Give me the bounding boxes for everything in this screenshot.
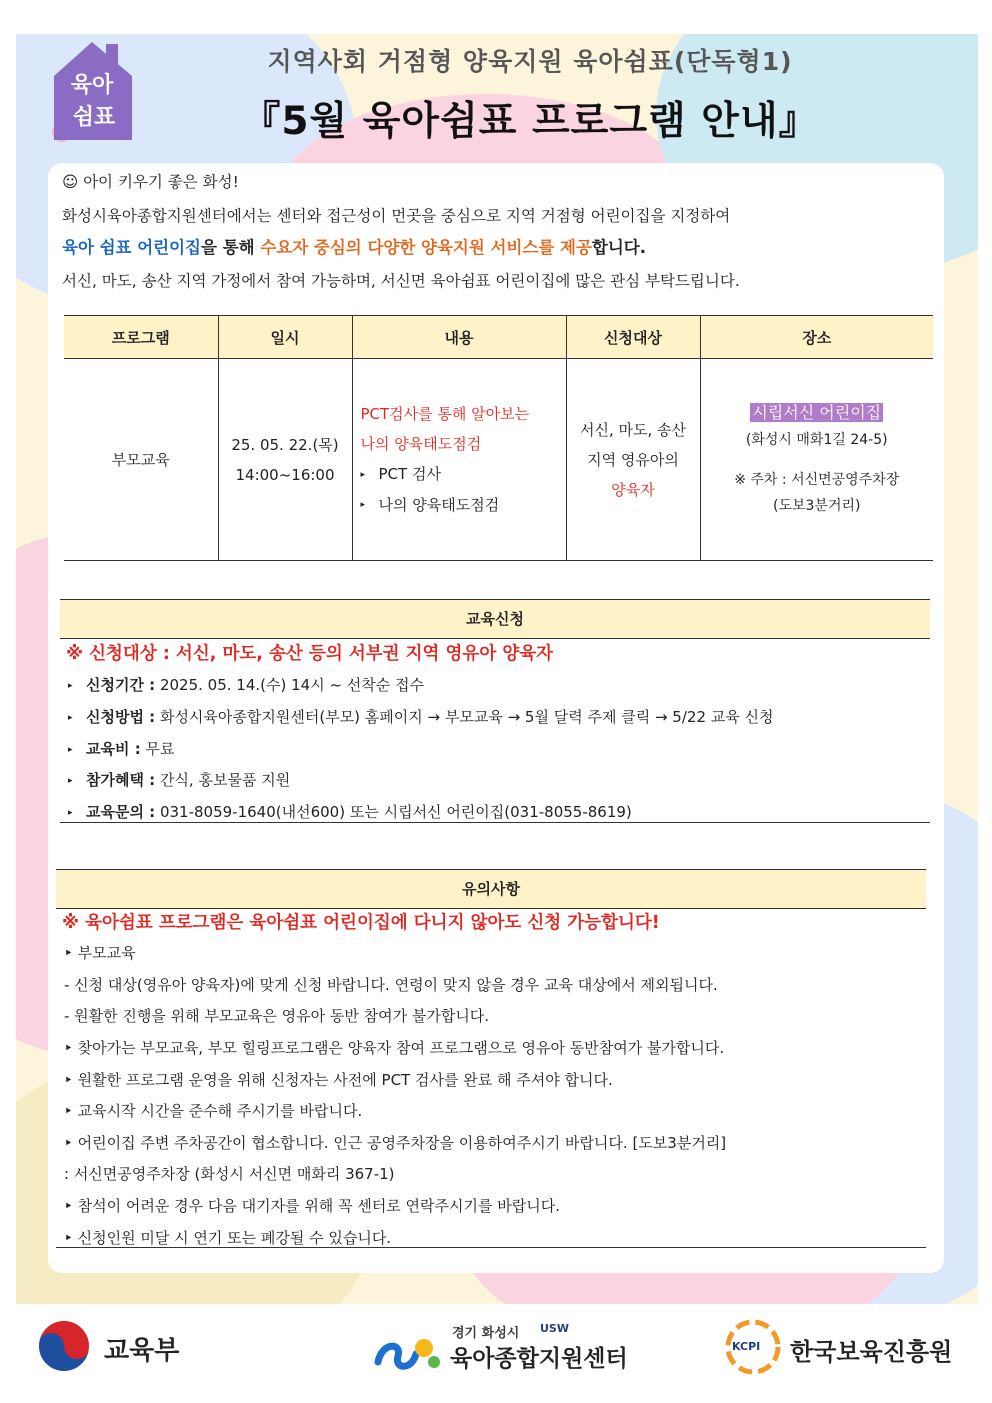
th-place: 장소 [700, 316, 933, 359]
program-table [64, 315, 933, 561]
bullet-icon: ▸ [68, 712, 73, 723]
usw-label: USW [540, 1322, 569, 1335]
intro-connector: 을 통해 [201, 238, 261, 257]
th-date: 일시 [218, 316, 352, 359]
cell-target [566, 359, 700, 561]
notes-line: ‣ 찾아가는 부모교육, 부모 힐링프로그램은 양육자 참여 프로그램으로 영유아 동반참여가 불가합니다. [64, 1039, 725, 1057]
notes-line: ‣ 신청인원 미달 시 연기 또는 폐강될 수 있습니다. [64, 1229, 392, 1247]
notes-line: : 서신면공영주차장 (화성시 서신면 매화리 367-1) [64, 1165, 395, 1183]
place-name: 시립서신 어린이집 [752, 403, 882, 422]
content-item [361, 490, 565, 521]
apply-item-label: 신청방법 : [86, 708, 156, 726]
content-title-2: 나의 양육태도점검 [360, 435, 482, 453]
target-line-2: 지역 영유아의 [587, 450, 679, 469]
notes-heading: 유의사항 [56, 869, 926, 909]
cell-place [700, 359, 933, 561]
cell-datetime [218, 359, 352, 561]
page-title: 『5월 육아쉼표 프로그램 안내』 [241, 99, 819, 144]
notes-line: ‣ 참석이 어려운 경우 다음 대기자를 위해 꼭 센터로 연락주시기를 바랍니다. [64, 1197, 560, 1215]
logo-text-bottom: 쉼표 [72, 105, 116, 130]
bullet-icon: ▸ [68, 807, 73, 818]
notes-red-line: ※ 육아쉼표 프로그램은 육아쉼표 어린이집에 다니지 않아도 신청 가능합니다! [62, 913, 660, 933]
moe-logo [34, 1312, 214, 1382]
moe-label: 교육부 [104, 1336, 180, 1366]
bullet-icon: ▸ [360, 500, 366, 510]
notes-line: - 신청 대상(영유아 양육자)에 맞게 신청 바랍니다. 연령이 맞지 않을 경우 교육 대상에서 제외됩니다. [64, 976, 718, 994]
kcpi-badge: KCPI [732, 1340, 761, 1353]
notes-divider [56, 1247, 926, 1248]
intro-greeting: ☺ 아이 키우기 좋은 화성! [62, 173, 239, 191]
notes-line: ‣ 어린이집 주변 주차공간이 협소합니다. 인근 공영주차장을 이용하여주시기 바랍니다. [도보3분거리] [64, 1134, 727, 1152]
content-item [361, 459, 565, 490]
content-item-label: PCT 검사 [378, 465, 441, 483]
target-line-1: 서신, 마도, 송산 [579, 420, 686, 439]
apply-target-line: ※ 신청대상 : 서신, 마도, 송산 등의 서부권 지역 영유아 양육자 [66, 644, 554, 664]
notes-line: ‣ 교육시작 시간을 준수해 주시기를 바랍니다. [64, 1102, 363, 1120]
apply-item [68, 706, 774, 727]
content-item-label: 나의 양육태도점검 [378, 495, 500, 514]
content-title-1: PCT검사를 통해 알아보는 [360, 405, 530, 423]
th-program: 프로그램 [64, 316, 218, 359]
apply-item [68, 801, 632, 822]
notes-line: - 원활한 진행을 위해 부모교육은 영유아 동반 참여가 불가합니다. [64, 1007, 490, 1025]
apply-item-label: 교육문의 : [86, 803, 156, 821]
center-name: 육아종합지원센터 [450, 1346, 628, 1372]
bullet-icon: ▸ [68, 680, 73, 691]
apply-divider [60, 822, 930, 823]
th-content: 내용 [352, 316, 566, 359]
apply-item [68, 738, 174, 759]
page-subtitle: 지역사회 거점형 양육지원 육아쉼표(단독형1) [267, 47, 793, 76]
cell-content [352, 359, 566, 561]
apply-item-label: 신청기간 : [86, 676, 156, 694]
intro-line-4: 서신, 마도, 송산 지역 가정에서 참여 가능하며, 서신면 육아쉼표 어린이집에 많은 관심 부탁드립니다. [62, 272, 740, 290]
cell-time: 14:00~16:00 [235, 465, 335, 484]
bullet-icon: ▸ [68, 744, 73, 755]
place-address: (화성시 매화1길 24-5) [745, 432, 888, 448]
kcpi-name: 한국보육진흥원 [790, 1338, 953, 1366]
apply-item-label: 참가혜택 : [86, 771, 156, 789]
intro-line-3 [62, 238, 922, 258]
kcpi-logo [722, 1312, 962, 1382]
apply-item-value: 화성시육아종합지원센터(부모) 홈페이지 → 부모교육 → 5월 달력 주제 클릭 → 5/22 교육 신청 [155, 708, 774, 726]
bullet-icon: ▸ [68, 775, 73, 786]
bullet-icon: ▸ [360, 469, 366, 480]
target-line-3: 양육자 [611, 480, 655, 499]
intro-line-2: 화성시육아종합지원센터에서는 센터와 접근성이 먼곳을 중심으로 지역 거점형 어린이집을 지정하여 [62, 207, 731, 225]
cell-program: 부모교육 [64, 359, 218, 561]
center-swirl-icon [372, 1326, 442, 1376]
parking-distance: (도보3분거리) [773, 498, 861, 514]
apply-item-label: 교육비 : [86, 740, 141, 758]
apply-item-value: 무료 [140, 740, 175, 758]
intro-highlight-blue: 육아 쉼표 어린이집 [62, 238, 202, 257]
apply-heading: 교육신청 [60, 599, 930, 639]
intro-ending: 합니다. [591, 238, 646, 257]
notes-line: ‣ 부모교육 [64, 944, 136, 962]
yukashimpyo-logo [40, 36, 146, 148]
apply-item-value: 2025. 05. 14.(수) 14시 ~ 선착순 접수 [155, 676, 425, 694]
cell-date: 25. 05. 22.(목) [231, 435, 339, 454]
intro-highlight-orange: 수요자 중심의 다양한 양육지원 서비스를 제공 [260, 238, 592, 257]
table-row [64, 359, 933, 561]
apply-item-value: 간식, 홍보물품 지원 [155, 771, 291, 789]
logo-text-top: 육아 [70, 73, 114, 98]
parking-info: ※ 주차 : 서신면공영주차장 [734, 472, 900, 488]
th-target: 신청대상 [566, 316, 700, 359]
apply-item [68, 674, 424, 695]
center-city: 경기 화성시 [452, 1326, 520, 1341]
taegeuk-icon [34, 1316, 94, 1376]
apply-item [68, 769, 290, 790]
notes-line: ‣ 원활한 프로그램 운영을 위해 신청자는 사전에 PCT 검사를 완료 해 주셔야 합니다. [64, 1071, 613, 1089]
table-header-row [64, 316, 933, 359]
center-logo [372, 1312, 632, 1382]
apply-item-value: 031-8059-1640(내선600) 또는 시립서신 어린이집(031-8055-8619) [155, 803, 632, 821]
